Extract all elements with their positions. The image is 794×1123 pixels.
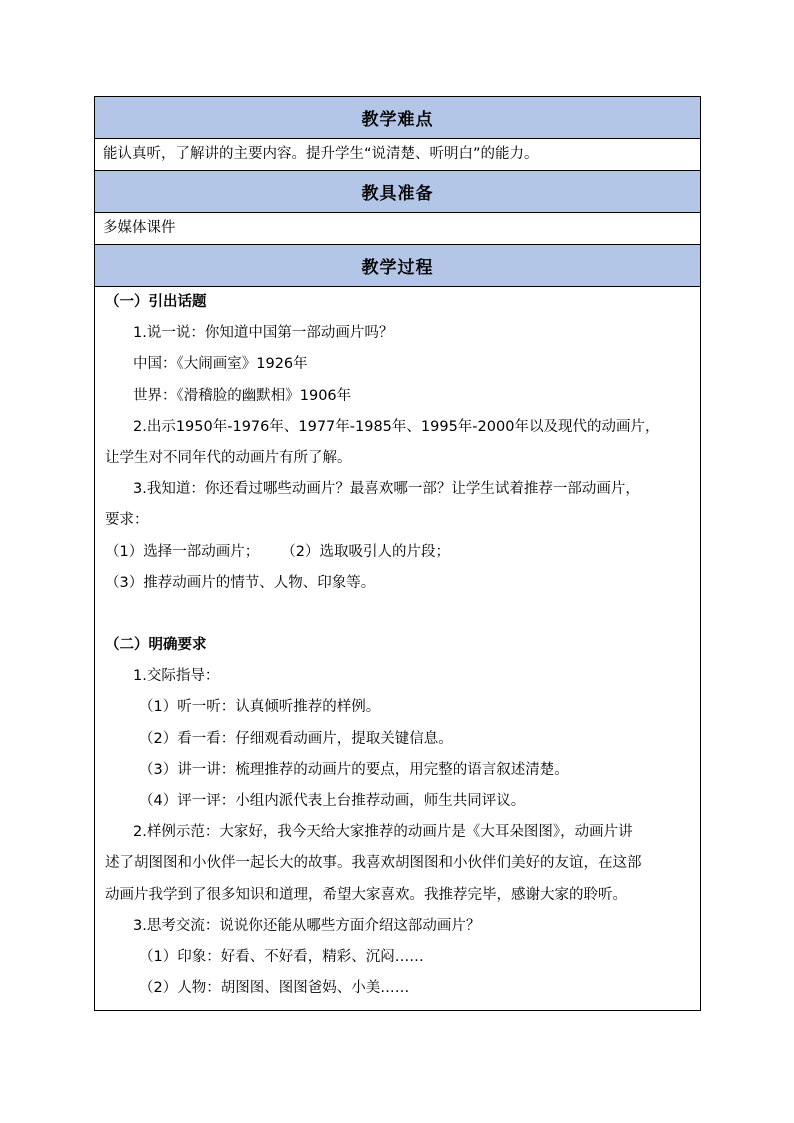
difficulty-text: 能认真听，了解讲的主要内容。提升学生“说清楚、听明白”的能力。 [103, 146, 539, 162]
part1-question2-line2: 让学生对不同年代的动画片有所了解。 [105, 450, 352, 467]
part1-requirements-row [95, 537, 700, 568]
part1-question2-line1: 2.出示1950年-1976年、1977年-1985年、1995年-2000年以及现代的动画片， [133, 418, 660, 435]
part1-requirement2: （2）选取吸引人的片段； [281, 543, 450, 560]
process-title: 教学过程 [361, 258, 434, 278]
lesson-plan-table [94, 96, 701, 1011]
tools-text: 多媒体课件 [103, 220, 176, 236]
part2-example-line1: 2.样例示范：大家好，我今天给大家推荐的动画片是《大耳朵图图》，动画片讲 [133, 824, 633, 841]
part2-guide-item2: （2）看一看：仔细观看动画片，提取关键信息。 [139, 730, 453, 747]
part1-question1: 1.说一说：你知道中国第一部动画片吗？ [133, 325, 394, 342]
part1-china: 中国：《大闹画室》1926年 [133, 356, 308, 373]
part2-example-line2: 述了胡图图和小伙伴一起长大的故事。我喜欢胡图图和小伙伴们美好的友谊，在这部 [105, 855, 642, 872]
difficulty-title: 教学难点 [361, 110, 434, 130]
part2-guide-item4: （4）评一评：小组内派代表上台推荐动画，师生共同评议。 [139, 793, 526, 810]
part2-think: 3.思考交流：说说你还能从哪些方面介绍这部动画片？ [133, 917, 481, 934]
part2-example-line3: 动画片我学到了很多知识和道理，希望大家喜欢。我推荐完毕，感谢大家的聆听。 [105, 886, 627, 903]
part1-question3-line2: 要求： [105, 512, 149, 529]
part1-question3-line1: 3.我知道：你还看过哪些动画片？最喜欢哪一部？让学生试着推荐一部动画片， [133, 481, 640, 498]
section-gap [95, 599, 700, 630]
process-content [95, 287, 700, 1010]
process-header [95, 245, 700, 287]
part2-heading: （二）明确要求 [105, 637, 207, 654]
part1-requirement1: （1）选择一部动画片； [105, 543, 260, 560]
part2-guide-item3: （3）讲一讲：梳理推荐的动画片的要点，用完整的语言叙述清楚。 [139, 761, 569, 778]
part1-heading: （一）引出话题 [105, 294, 207, 310]
tools-content [95, 213, 700, 245]
part1-requirement3: （3）推荐动画片的情节、人物、印象等。 [105, 574, 376, 591]
tools-title: 教具准备 [361, 184, 434, 204]
part2-think-item1: （1）印象：好看、不好看，精彩、沉闷…… [139, 949, 424, 966]
tools-header [95, 171, 700, 213]
difficulty-content [95, 139, 700, 171]
part1-world: 世界：《滑稽脸的幽默相》1906年 [133, 387, 352, 404]
part2-think-item2: （2）人物：胡图图、图图爸妈、小美…… [139, 980, 410, 997]
difficulty-header [95, 97, 700, 139]
part2-guide: 1.交际指导： [133, 668, 220, 685]
part2-guide-item1: （1）听一听：认真倾听推荐的样例。 [139, 699, 381, 716]
